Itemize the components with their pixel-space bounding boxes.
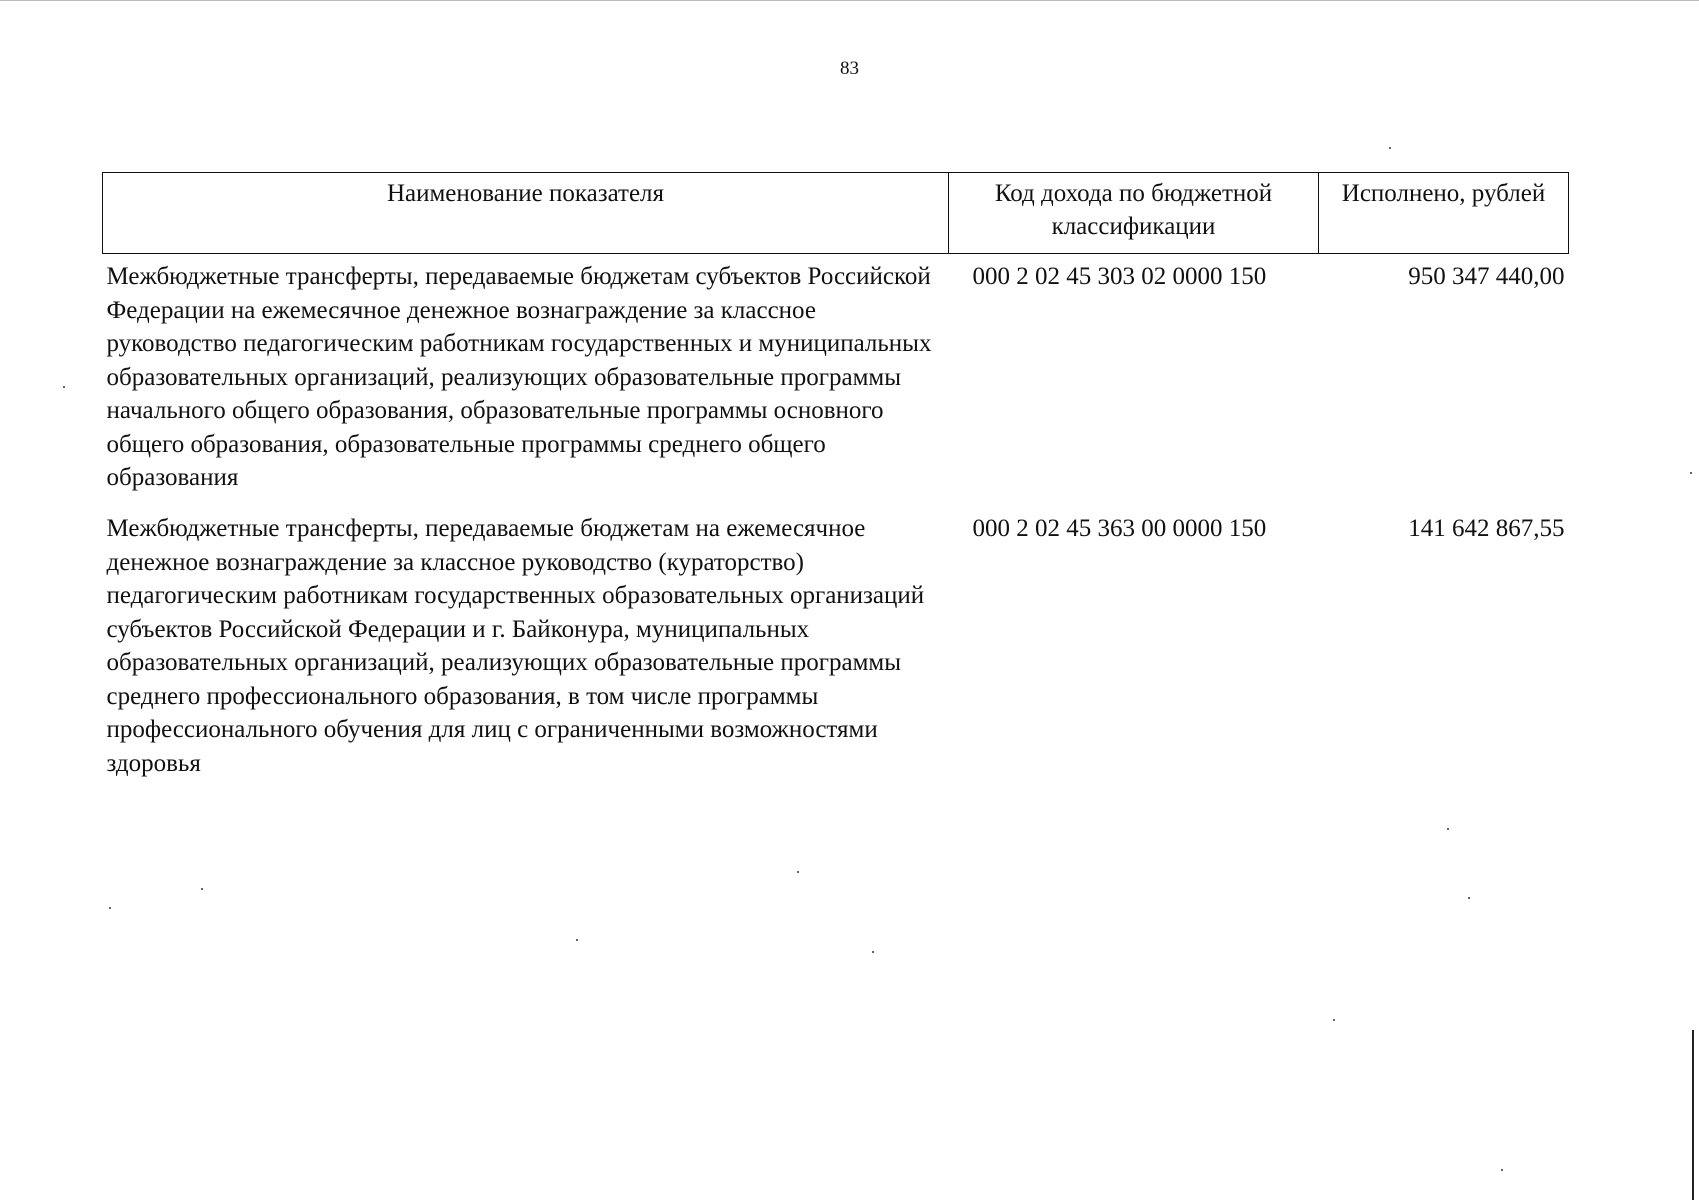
table-row: [103, 254, 1569, 507]
scan-speck: [109, 907, 111, 909]
table-body: [103, 254, 1569, 813]
table-header-row: [103, 173, 1569, 254]
table-row: [103, 506, 1569, 812]
header-executed-amount: Исполнено, рублей: [1319, 173, 1569, 254]
scan-speck: [797, 871, 799, 873]
row-executed-amount: 950 347 440,00: [1408, 263, 1565, 290]
page-number: 83: [840, 58, 859, 79]
budget-income-table: [102, 172, 1569, 812]
table-header: [103, 173, 1569, 254]
row-budget-code: 000 2 02 45 303 02 0000 150: [972, 263, 1267, 290]
scan-speck: [201, 888, 203, 890]
scan-speck: [1468, 897, 1470, 899]
scan-speck: [1389, 147, 1391, 149]
scan-speck: [63, 386, 65, 388]
row-indicator-name: Межбюджетные трансферты, передаваемые бюджетам субъектов Российской Федерации на ежемесячное денежное вознаграждение за классное руководство педагогическим работникам государственных и муниципальных образовательных организаций, реализующих образовательные программы начального общего образования, образовательные программы основного общего образования, образовательные программы среднего общего образования: [106, 263, 932, 491]
scan-speck: [1333, 1019, 1335, 1021]
scan-speck: [1501, 1169, 1503, 1171]
scan-speck: [576, 939, 578, 941]
row-budget-code: 000 2 02 45 363 00 0000 150: [972, 515, 1267, 542]
scan-top-edge: [0, 0, 1699, 1]
header-budget-code: Код дохода по бюджетной классификации: [949, 173, 1319, 254]
row-executed-amount: 141 642 867,55: [1408, 515, 1565, 542]
scan-speck: [1447, 828, 1449, 830]
scan-speck: [872, 951, 874, 953]
header-indicator-name: Наименование показателя: [103, 173, 949, 254]
row-indicator-name: Межбюджетные трансферты, передаваемые бюджетам на ежемесячное денежное вознаграждение за классное руководство (кураторство) педагогическим работникам государственных образовательных организаций субъектов Российской Федерации и г. Байконура, муниципальных образовательных организаций, реализующих образовательные программы среднего профессионального образования, в том числе программы профессионального обучения для лиц с ограниченными возможностями здоровья: [106, 515, 925, 777]
scan-right-edge: [1692, 1030, 1694, 1200]
scan-speck: [1690, 472, 1692, 474]
